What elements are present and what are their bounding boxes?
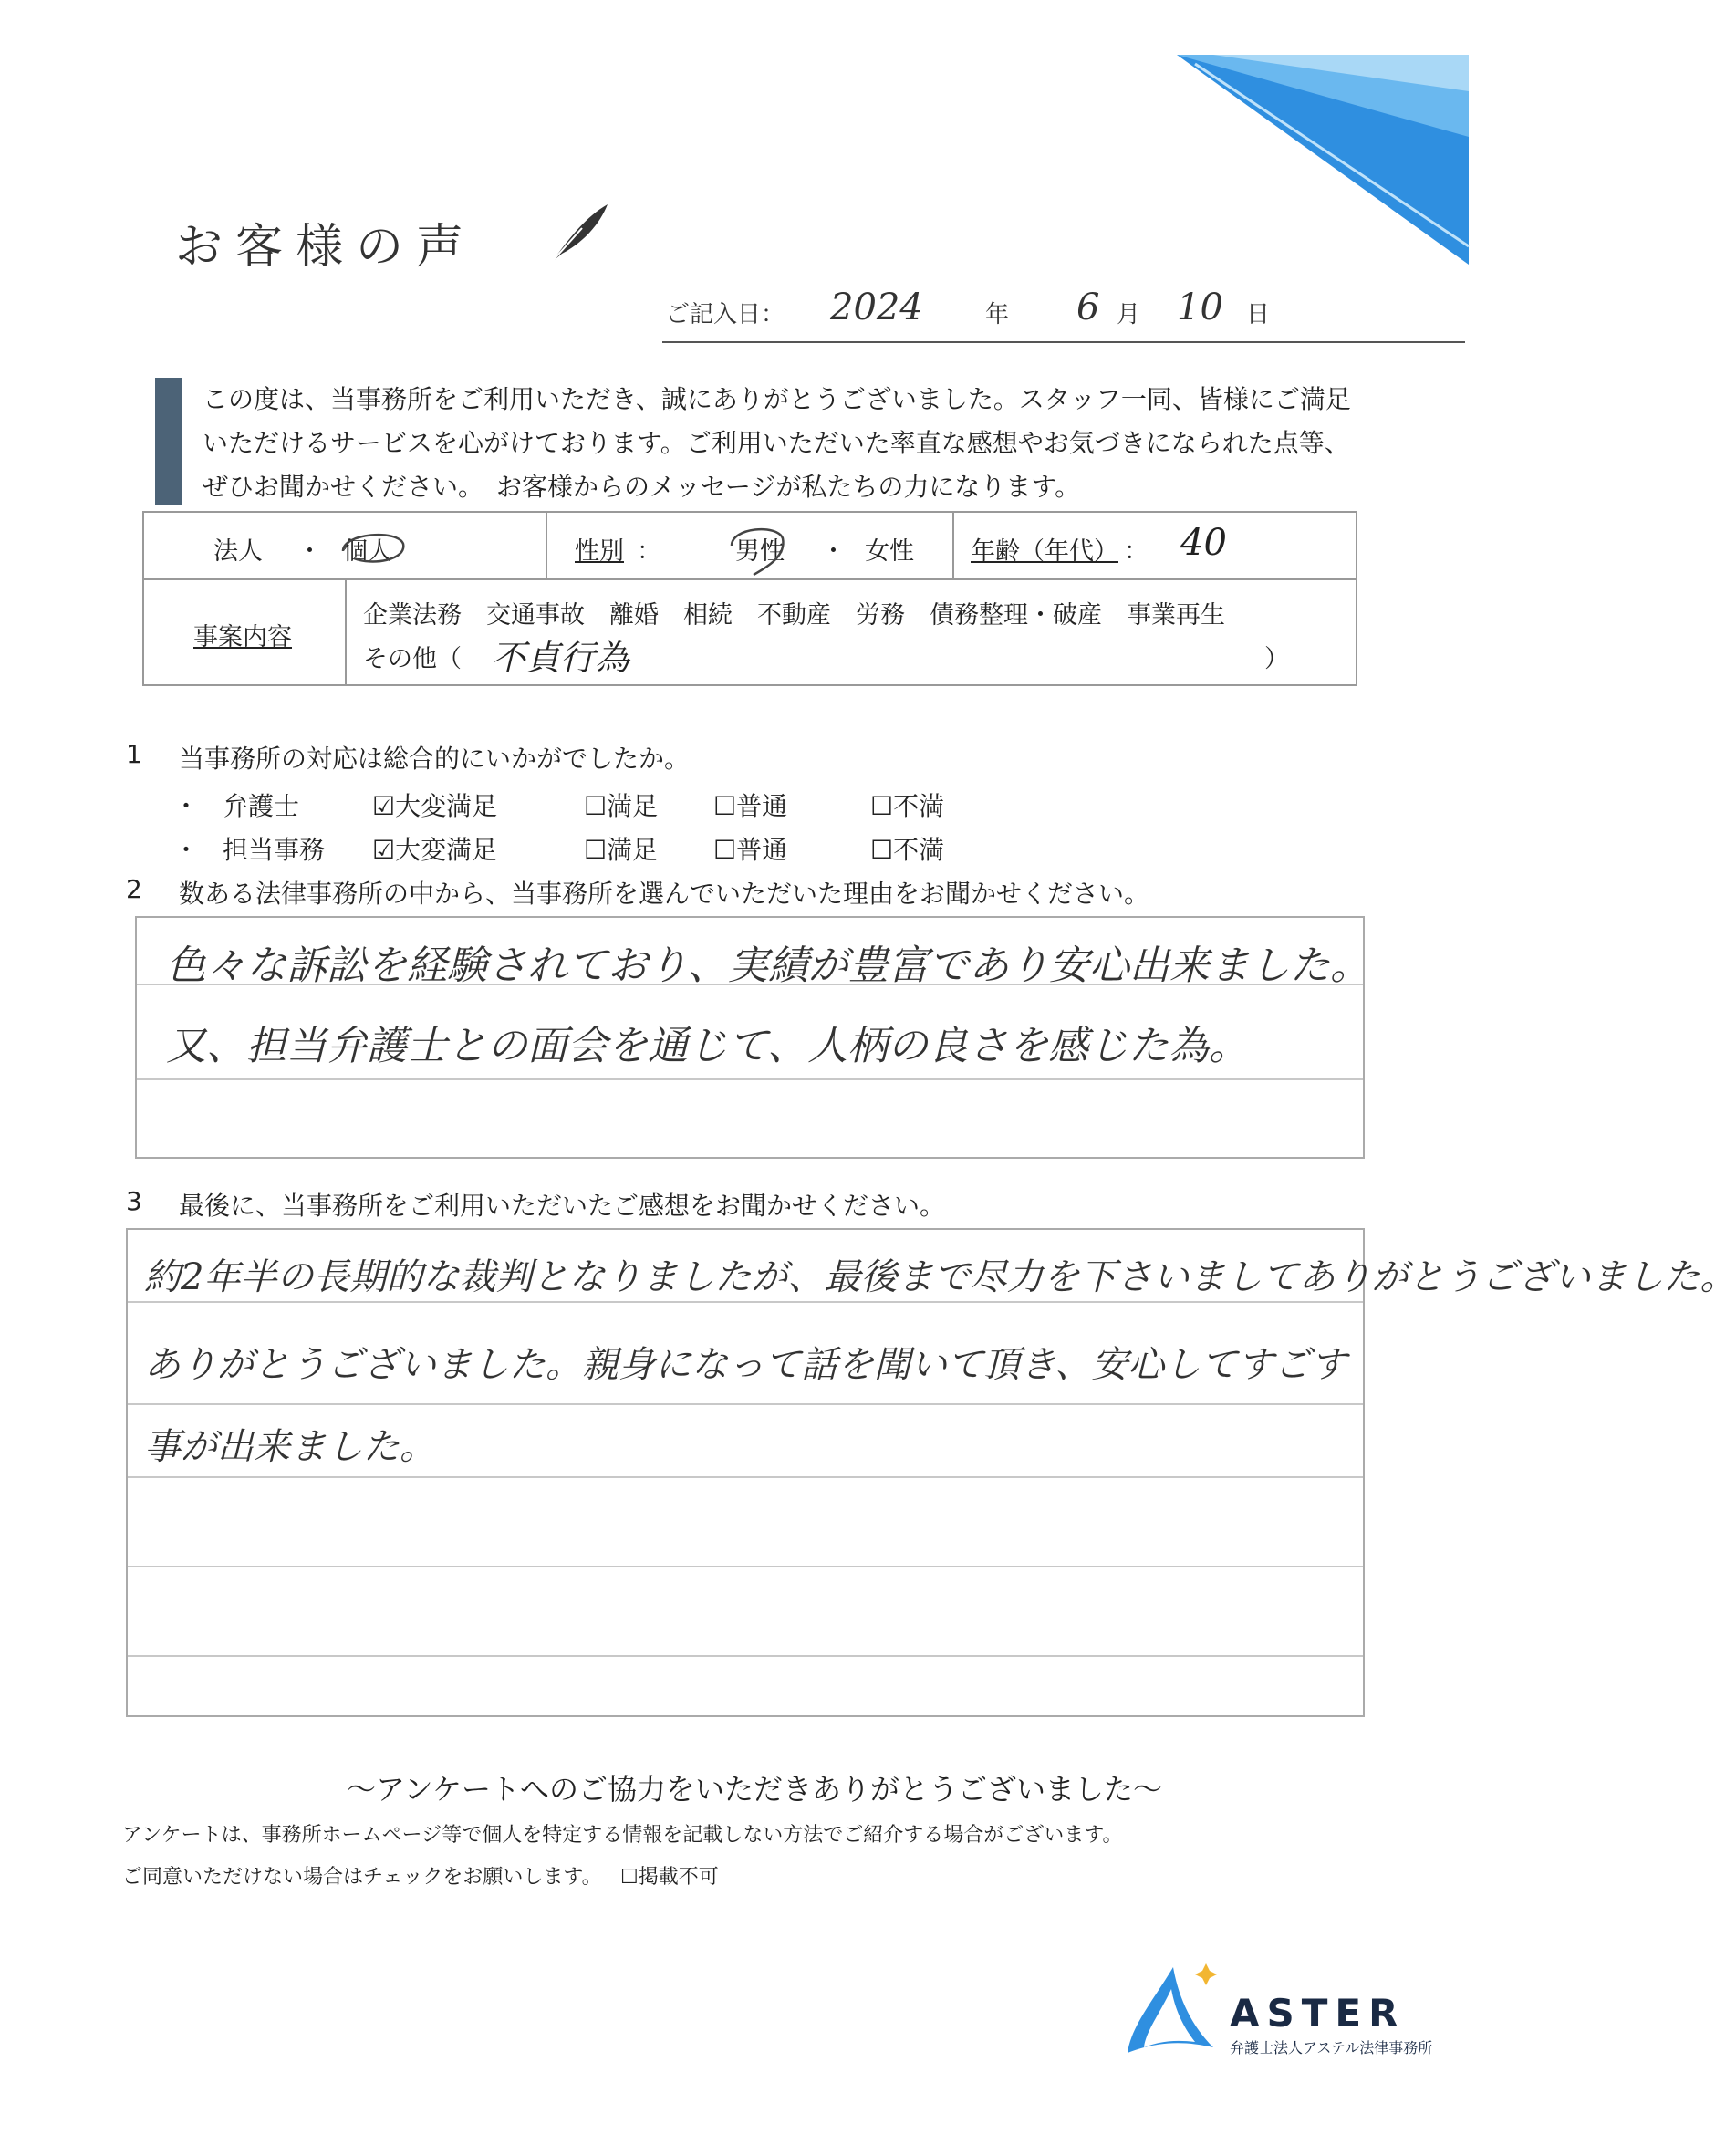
q1-option-satisfied[interactable]: ☐満足: [584, 791, 659, 821]
aster-logo-icon: [1118, 1962, 1221, 2062]
intro-accent-bar: [155, 378, 182, 505]
gender-colon: ：: [637, 537, 661, 566]
date-year-unit: 年: [985, 301, 1010, 328]
case-other-close: ）: [1264, 645, 1289, 673]
case-options: 企業法務 交通事故 離婚 相続 不動産 労務 債務整理・破産 事業再生: [363, 601, 1225, 630]
intro-line: いただけるサービスを心がけております。ご利用いただいた率直な感想やお気づきになられた点等、: [203, 428, 1350, 458]
privacy-note: アンケートは、事務所ホームページ等で個人を特定する情報を記載しない方法でご紹介する場合がございます。: [122, 1824, 1123, 1847]
case-other-label: その他（: [363, 645, 462, 673]
q1-option-normal[interactable]: ☐普通: [713, 835, 788, 865]
q1-option-satisfied[interactable]: ☐満足: [584, 835, 659, 865]
q2-answer-box: [135, 916, 1370, 1159]
case-other-value: 不貞行為: [491, 638, 630, 678]
age-colon: ：: [1124, 537, 1149, 566]
logo-name: ASTER: [1230, 1991, 1406, 2036]
consent-note: ご同意いただけない場合はチェックをお願いします。: [122, 1866, 602, 1889]
date-day-unit: 日: [1246, 301, 1271, 328]
date-label: ご記入日：: [666, 301, 785, 328]
q3-answer-line: 約2年半の長期的な裁判となりましたが、最後まで尽力を下さいましてありがとうございました。: [144, 1256, 1736, 1298]
table-divider: [952, 513, 954, 578]
q1-option-normal[interactable]: ☐普通: [713, 791, 788, 821]
ruled-line: [128, 1403, 1363, 1405]
q3-answer-line: ありがとうございました。親身になって話を聞いて頂き、安心してすごす: [144, 1344, 1347, 1386]
q1-option-dissatisfied[interactable]: ☐不満: [870, 835, 945, 865]
q2-question: 数ある法律事務所の中から、当事務所を選んでいただいた理由をお聞かせください。: [179, 879, 1150, 909]
ruled-line: [128, 1301, 1363, 1303]
table-divider: [546, 513, 547, 578]
q3-answer-line: 事が出来ました。: [144, 1426, 436, 1468]
q1-number: 1: [126, 739, 142, 769]
circle-mark-icon: [336, 524, 409, 569]
q1-option-very-satisfied[interactable]: ☑大変満足: [372, 835, 498, 865]
ruled-line: [128, 1566, 1363, 1567]
circle-mark-icon: [722, 520, 795, 575]
q1-row-label: 担当事務: [223, 835, 326, 865]
corner-decoration: [1177, 55, 1469, 265]
thanks-message: 〜アンケートへのご協力をいただきありがとうございました〜: [346, 1772, 1163, 1807]
date-row: [666, 286, 1469, 338]
q1-option-dissatisfied[interactable]: ☐不満: [870, 791, 945, 821]
q3-question: 最後に、当事務所をご利用いただいたご感想をお聞かせください。: [179, 1191, 946, 1221]
intro-line: ぜひお聞かせください。 お客様からのメッセージが私たちの力になります。: [203, 472, 1081, 502]
gender-label: 性別: [575, 537, 624, 566]
gender-female: 女性: [865, 537, 914, 566]
client-type-individual: 個人: [343, 537, 392, 566]
page-title: お客様の声: [175, 220, 477, 275]
ruled-line: [128, 1655, 1363, 1657]
q1-question: 当事務所の対応は総合的にいかがでしたか。: [179, 744, 691, 774]
table-divider: [144, 578, 1356, 580]
q3-number: 3: [126, 1186, 142, 1216]
ruled-line: [128, 1476, 1363, 1478]
gender-male: 男性: [735, 537, 785, 566]
logo-subtitle: 弁護士法人アステル法律事務所: [1230, 2039, 1433, 2057]
age-value: 40: [1180, 522, 1227, 564]
info-table: [142, 511, 1357, 686]
table-divider: [345, 578, 347, 684]
gender-separator: ・: [821, 537, 846, 566]
client-type-corporate: 法人: [213, 537, 263, 566]
intro-text: [203, 378, 1388, 509]
case-label: 事案内容: [193, 623, 292, 651]
intro-line: この度は、当事務所をご利用いただき、誠にありがとうございました。スタッフ一同、皆様にご満足: [203, 384, 1351, 414]
date-month: 6: [1076, 286, 1100, 328]
q2-answer-line: 又、担当弁護士との面会を通じて、人柄の良さを感じた為。: [166, 1023, 1250, 1069]
q1-row-bullet: ・: [173, 835, 200, 865]
no-publish-checkbox[interactable]: ☐掲載不可: [620, 1866, 719, 1889]
q3-answer-box: [126, 1228, 1736, 1717]
q2-number: 2: [126, 874, 142, 904]
ruled-line: [137, 1078, 1363, 1080]
feather-icon: [546, 201, 611, 266]
date-underline: [662, 341, 1465, 343]
q1-row-label: 弁護士: [223, 791, 300, 821]
date-month-unit: 月: [1117, 301, 1141, 328]
date-day: 10: [1177, 286, 1223, 328]
q1-row-bullet: ・: [173, 791, 200, 821]
q2-answer-line: 色々な訴訟を経験されており、実績が豊富であり安心出来ました。: [166, 943, 1370, 989]
client-type-separator: ・: [297, 537, 322, 566]
q1-option-very-satisfied[interactable]: ☑大変満足: [372, 791, 498, 821]
date-year: 2024: [830, 286, 923, 328]
age-label: 年齢（年代）: [971, 537, 1118, 566]
